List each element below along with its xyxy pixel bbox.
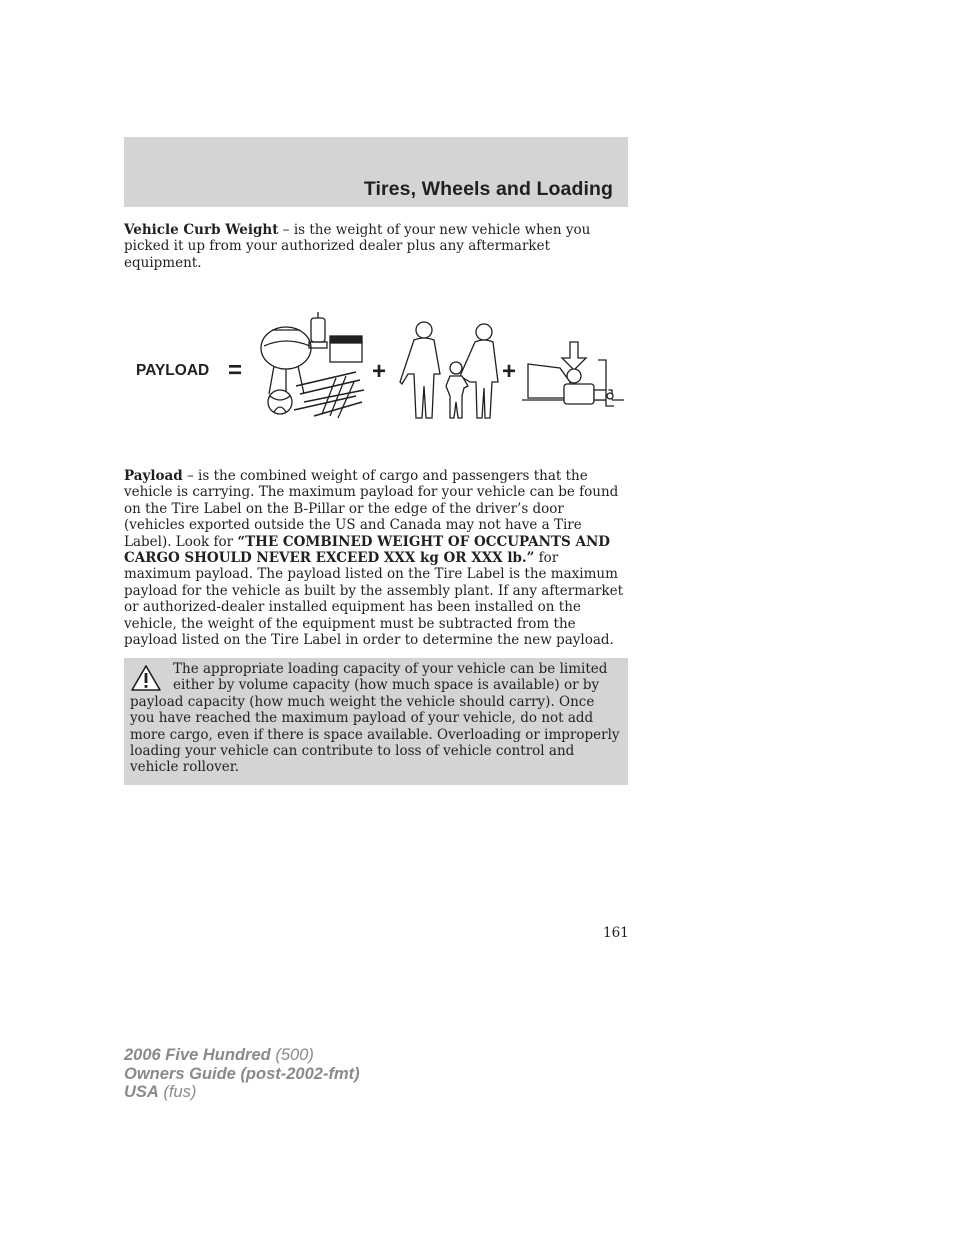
footer-line-3 [124,1083,360,1102]
payload-paragraph [124,468,628,648]
payload-text-2: for maximum payload. The payload listed on the Tire Label is the maximum payload for the vehicle as built by the assembly plant. If any aftermarket or authorized-dealer installed equipment has been installed on the vehicle, the weight of the equipment must be subtracted from the payload listed on the Tire Label in order to determine the new payload. [124,550,624,649]
footer-market: USA [124,1083,159,1101]
warning-text-block [130,661,620,776]
plus-sign-1: + [372,358,387,385]
page-number: 161 [603,925,629,941]
curb-weight-text: – is the weight of your new vehicle when you picked it up from your authorized dealer plus any aftermarket equipment. [124,222,591,271]
trailer-hitch-icon [522,342,624,406]
cargo-icon [261,312,364,418]
passengers-icon [400,322,498,418]
section-title: Tires, Wheels and Loading [363,178,613,200]
payload-illustration [124,306,628,430]
footer-market-code: (fus) [158,1083,197,1101]
footer [124,1046,360,1102]
footer-model-code: (500) [270,1046,314,1064]
payload-term: Payload [124,468,183,484]
curb-weight-term: Vehicle Curb Weight [124,222,279,238]
curb-weight-paragraph [124,222,628,271]
payload-label-quote: “THE COMBINED WEIGHT OF OCCUPANTS AND CARGO SHOULD NEVER EXCEED XXX kg OR XXX lb.” [124,533,611,567]
equals-sign: = [228,357,243,384]
plus-sign-2: + [502,358,517,385]
footer-line-1 [124,1046,360,1065]
section-header [124,137,628,207]
footer-guide: Owners Guide (post-2002-fmt) [124,1064,360,1083]
footer-line-2 [124,1065,360,1084]
footer-model: 2006 Five Hundred [124,1046,271,1064]
warning-box [124,658,628,785]
payload-text-1: – is the combined weight of cargo and passengers that the vehicle is carrying. The maximum payload for your vehicle can be found on the Tire Label on the B-Pillar or the edge of the driver’s door (vehicles exported outside the US and Canada may not have a Tire Label). Look for [124,468,619,550]
payload-label: PAYLOAD [136,362,210,379]
warning-text: The appropriate loading capacity of your vehicle can be limited either by volume capacity (how much space is available) or by payload capacity (how much weight the vehicle should carry). Once you have reached the maximum payload of your vehicle, do not add more cargo, even if there is space available. Overloading or improperly loading your vehicle can contribute to loss of vehicle control and vehicle rollover. [130,661,620,776]
